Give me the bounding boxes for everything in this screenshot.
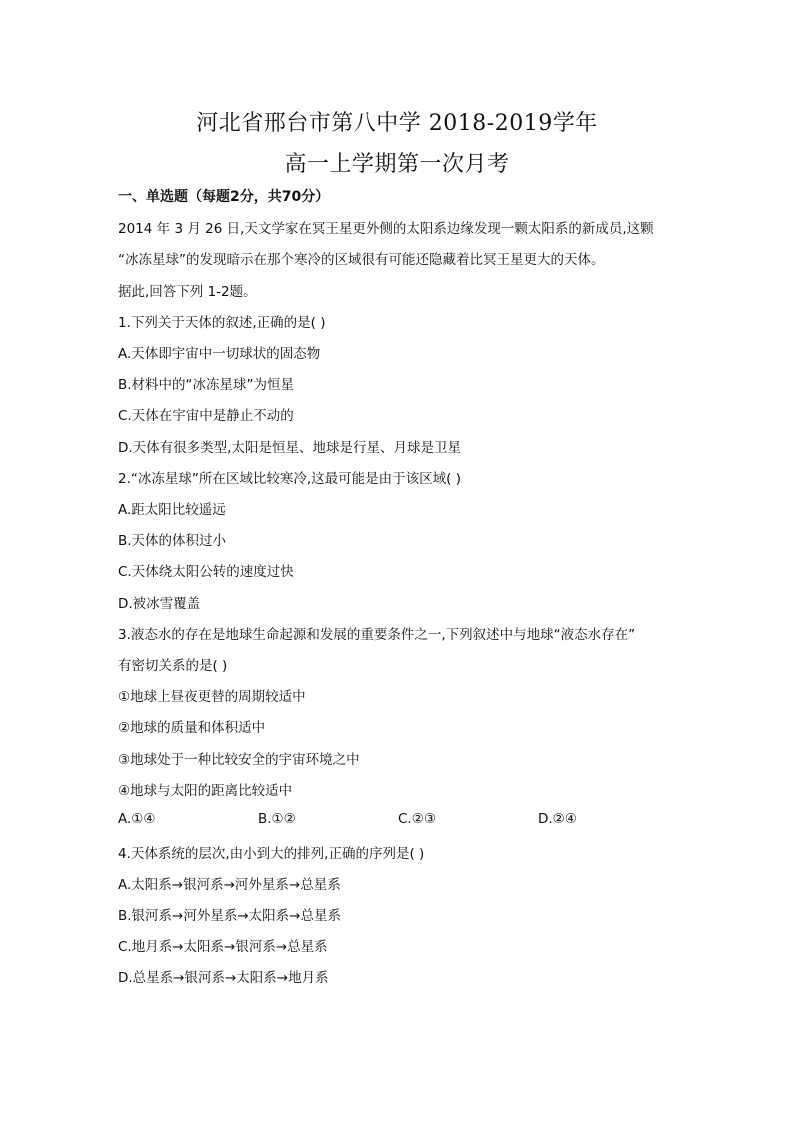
material-line-1: 2014 年 3 月 26 日,天文学家在冥王星更外侧的太阳系边缘发现一颗太阳系的新成员,这颗 bbox=[118, 221, 654, 237]
question-3-option-b: B.①② bbox=[258, 811, 296, 827]
question-3-statement-1: ①地球上昼夜更替的周期较适中 bbox=[118, 689, 306, 705]
question-2-stem: 2.“冰冻星球”所在区域比较寒冷,这最可能是由于该区域( ) bbox=[118, 471, 461, 487]
material-line-2: “冰冻星球”的发现暗示在那个寒冷的区域很有可能还隐藏着比冥王星更大的天体。 bbox=[118, 252, 605, 268]
question-3-statement-2: ②地球的质量和体积适中 bbox=[118, 720, 266, 736]
question-1-option-c: C.天体在宇宙中是静止不动的 bbox=[118, 408, 294, 424]
question-4-stem: 4.天体系统的层次,由小到大的排列,正确的序列是( ) bbox=[118, 846, 425, 862]
question-2-option-d: D.被冰雪覆盖 bbox=[118, 596, 201, 612]
question-1-option-d: D.天体有很多类型,太阳是恒星、地球是行星、月球是卫星 bbox=[118, 440, 461, 456]
question-3-stem-line-1: 3.液态水的存在是地球生命起源和发展的重要条件之一,下列叙述中与地球“液态水存在” bbox=[118, 627, 636, 643]
question-3-stem-line-2: 有密切关系的是( ) bbox=[118, 658, 228, 674]
document-subtitle: 高一上学期第一次月考 bbox=[284, 152, 510, 177]
question-2-option-a: A.距太阳比较遥远 bbox=[118, 502, 226, 518]
question-3-option-c: C.②③ bbox=[398, 811, 436, 827]
question-3-statement-4: ④地球与太阳的距离比较适中 bbox=[118, 783, 293, 799]
question-3-option-a: A.①④ bbox=[118, 811, 156, 827]
question-1-option-b: B.材料中的“冰冻星球”为恒星 bbox=[118, 377, 295, 393]
question-4-option-a: A.太阳系→银河系→河外星系→总星系 bbox=[118, 877, 341, 893]
question-2-option-b: B.天体的体积过小 bbox=[118, 533, 227, 549]
question-1-stem: 1.下列关于天体的叙述,正确的是( ) bbox=[118, 315, 326, 331]
question-4-option-b: B.银河系→河外星系→太阳系→总星系 bbox=[118, 908, 341, 924]
question-2-option-c: C.天体绕太阳公转的速度过快 bbox=[118, 564, 294, 580]
question-3-option-d: D.②④ bbox=[538, 811, 577, 827]
question-4-option-d: D.总星系→银河系→太阳系→地月系 bbox=[118, 970, 329, 986]
question-3-statement-3: ③地球处于一种比较安全的宇宙环境之中 bbox=[118, 752, 360, 768]
question-4-option-c: C.地月系→太阳系→银河系→总星系 bbox=[118, 939, 328, 955]
material-line-3: 据此,回答下列 1-2题。 bbox=[118, 284, 257, 300]
section-heading: 一、单选题（每题2分，共70分） bbox=[118, 189, 330, 205]
document-title: 河北省邢台市第八中学 2018-2019学年 bbox=[196, 111, 598, 136]
question-1-option-a: A.天体即宇宙中一切球状的固态物 bbox=[118, 346, 321, 362]
